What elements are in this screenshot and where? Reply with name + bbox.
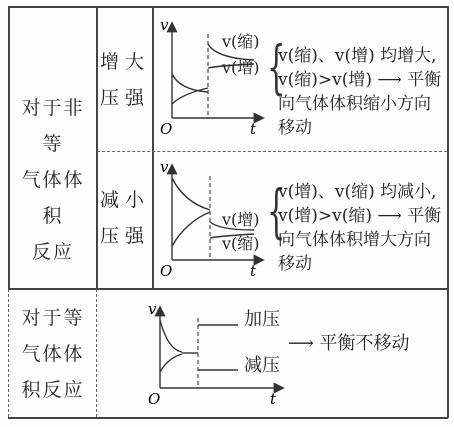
axis-v-label: v <box>148 300 157 318</box>
axis-t-label: t <box>270 390 277 408</box>
desc-increase-line3: 向气体体积缩小方向 <box>278 94 431 114</box>
curve-forward-before <box>172 178 210 210</box>
origin-label: O <box>160 262 173 278</box>
brace-increase: { <box>267 33 286 101</box>
category-nonequal <box>12 90 94 270</box>
label-pressurize: 加压 <box>244 309 280 330</box>
table-bottom-border <box>8 417 448 419</box>
curve-reverse-before <box>172 212 210 246</box>
result-no-shift: ⟶ 平衡不移动 <box>288 333 410 354</box>
category-nonequal-line2: 气体体积 <box>21 169 85 227</box>
desc-decrease-line3: 向气体体积增大方向 <box>278 230 431 250</box>
table-right-border <box>447 6 449 418</box>
category-equal-line1: 对于等 <box>21 307 85 329</box>
label-divider <box>152 6 154 289</box>
desc-increase-line2: v(缩)>v(增) ⟶ 平衡 <box>278 70 442 90</box>
curve-label-top-2: v(增) <box>222 210 260 229</box>
desc-increase <box>278 44 441 140</box>
category-divider <box>96 6 98 289</box>
desc-decrease-line4: 移动 <box>278 254 312 274</box>
category-equal <box>12 300 94 408</box>
curve-reverse-before <box>160 354 182 372</box>
axis-t-label: t <box>250 120 257 136</box>
curve-label-top-1: v(缩) <box>222 32 260 51</box>
axis-v-label: v <box>160 16 169 34</box>
label-decrease-pressure: 减小 压强 <box>100 189 151 247</box>
curve-forward-before <box>160 320 182 352</box>
category-nonequal-line1: 对于非等 <box>21 97 85 155</box>
origin-label: O <box>148 390 161 408</box>
curve-label-bottom-1: v(增) <box>222 58 260 77</box>
subrow-divider <box>97 151 447 152</box>
table-left-border-lower <box>8 289 9 417</box>
desc-increase-line1: v(缩)、v(增) 均增大, <box>278 46 437 66</box>
category-equal-line2: 气体体 <box>21 343 85 365</box>
desc-decrease-line1: v(增)、v(缩) 均减小, <box>278 182 437 202</box>
axis-t-label: t <box>250 262 257 278</box>
table-left-border <box>8 6 10 289</box>
desc-increase-line4: 移动 <box>278 118 312 138</box>
label-increase-pressure: 增大 压强 <box>100 51 151 109</box>
desc-decrease-line2: v(增)>v(缩) ⟶ 平衡 <box>278 206 442 226</box>
label-depressurize: 减压 <box>244 355 280 376</box>
desc-decrease <box>278 180 441 276</box>
origin-label: O <box>160 120 173 136</box>
curve-label-bottom-2: v(缩) <box>222 234 260 253</box>
table-top-border <box>8 6 448 8</box>
category-divider-lower <box>96 289 97 417</box>
category-nonequal-line3: 反应 <box>31 241 74 263</box>
row-divider <box>8 288 448 290</box>
curve-reverse-before <box>172 88 208 104</box>
axis-v-label: v <box>160 158 169 176</box>
brace-decrease: { <box>267 177 286 245</box>
category-equal-line3: 积反应 <box>21 379 85 401</box>
